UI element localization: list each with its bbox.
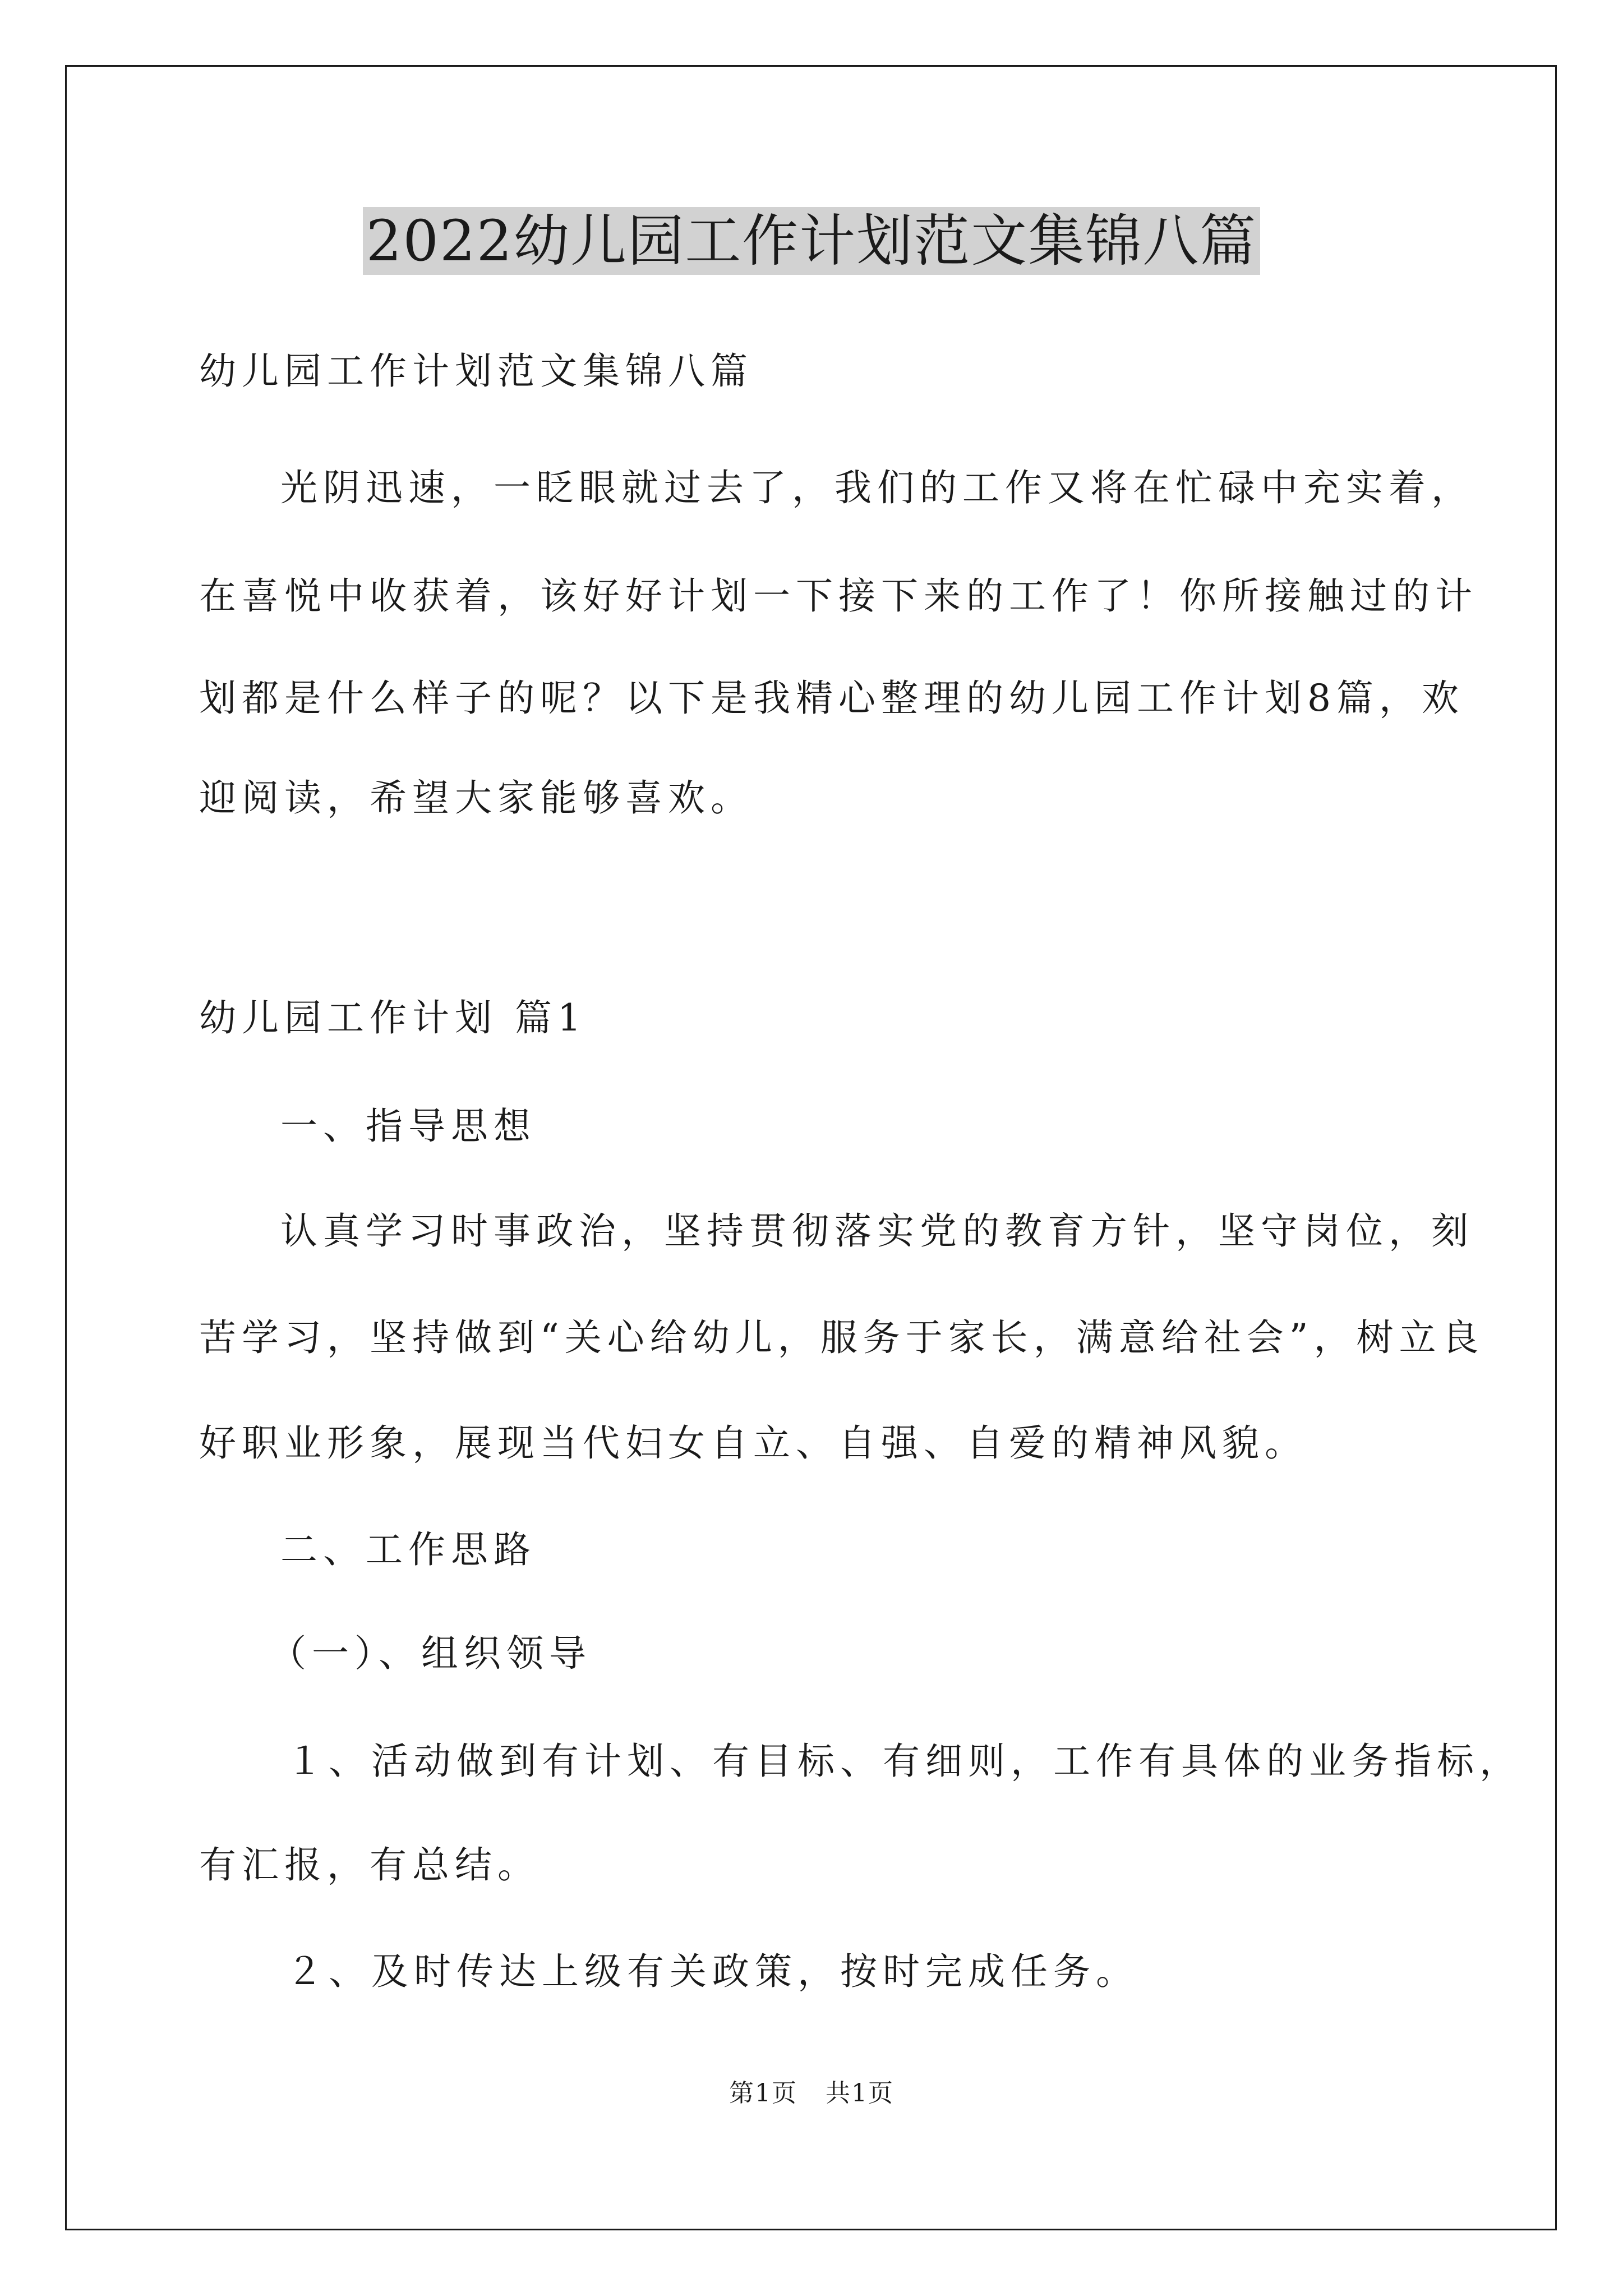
page-number: 第1页 [729,2079,797,2108]
heading-line: 二、工作思路 [280,1528,536,1571]
heading-line: 一、指导思想 [280,1105,536,1148]
page-total: 共1页 [826,2079,894,2108]
section-heading: 幼儿园工作计划 篇1 [199,996,587,1039]
paragraph-line: 光阴迅速，一眨眼就过去了，我们的工作又将在忙碌中充实着， [280,466,1474,509]
paragraph-line: 有汇报，有总结。 [199,1843,540,1887]
paragraph-line: 认真学习时事政治，坚持贯彻落实党的教育方针，坚守岗位，刻 [280,1209,1474,1253]
page-footer [0,2077,1623,2110]
subheading-line: （一）、组织领导 [269,1632,592,1675]
paragraph-line: ２、及时传达上级有关政策，按时完成任务。 [286,1950,1138,1993]
paragraph-line: 苦学习，坚持做到“关心给幼儿，服务于家长，满意给社会”，树立良 [199,1316,1484,1359]
document-title: 2022幼儿园工作计划范文集锦八篇 [0,199,1623,283]
subtitle-line: 幼儿园工作计划范文集锦八篇 [199,349,753,393]
paragraph-line: 划都是什么样子的呢？以下是我精心整理的幼儿园工作计划8篇，欢 [199,677,1464,720]
paragraph-line: 迎阅读，希望大家能够喜欢。 [199,776,753,820]
paragraph-line: 在喜悦中收获着，该好好计划一下接下来的工作了！你所接触过的计 [199,574,1478,618]
paragraph-line: １、活动做到有计划、有目标、有细则，工作有具体的业务指标， [286,1740,1522,1783]
paragraph-line: 好职业形象，展现当代妇女自立、自强、自爱的精神风貌。 [199,1421,1307,1465]
